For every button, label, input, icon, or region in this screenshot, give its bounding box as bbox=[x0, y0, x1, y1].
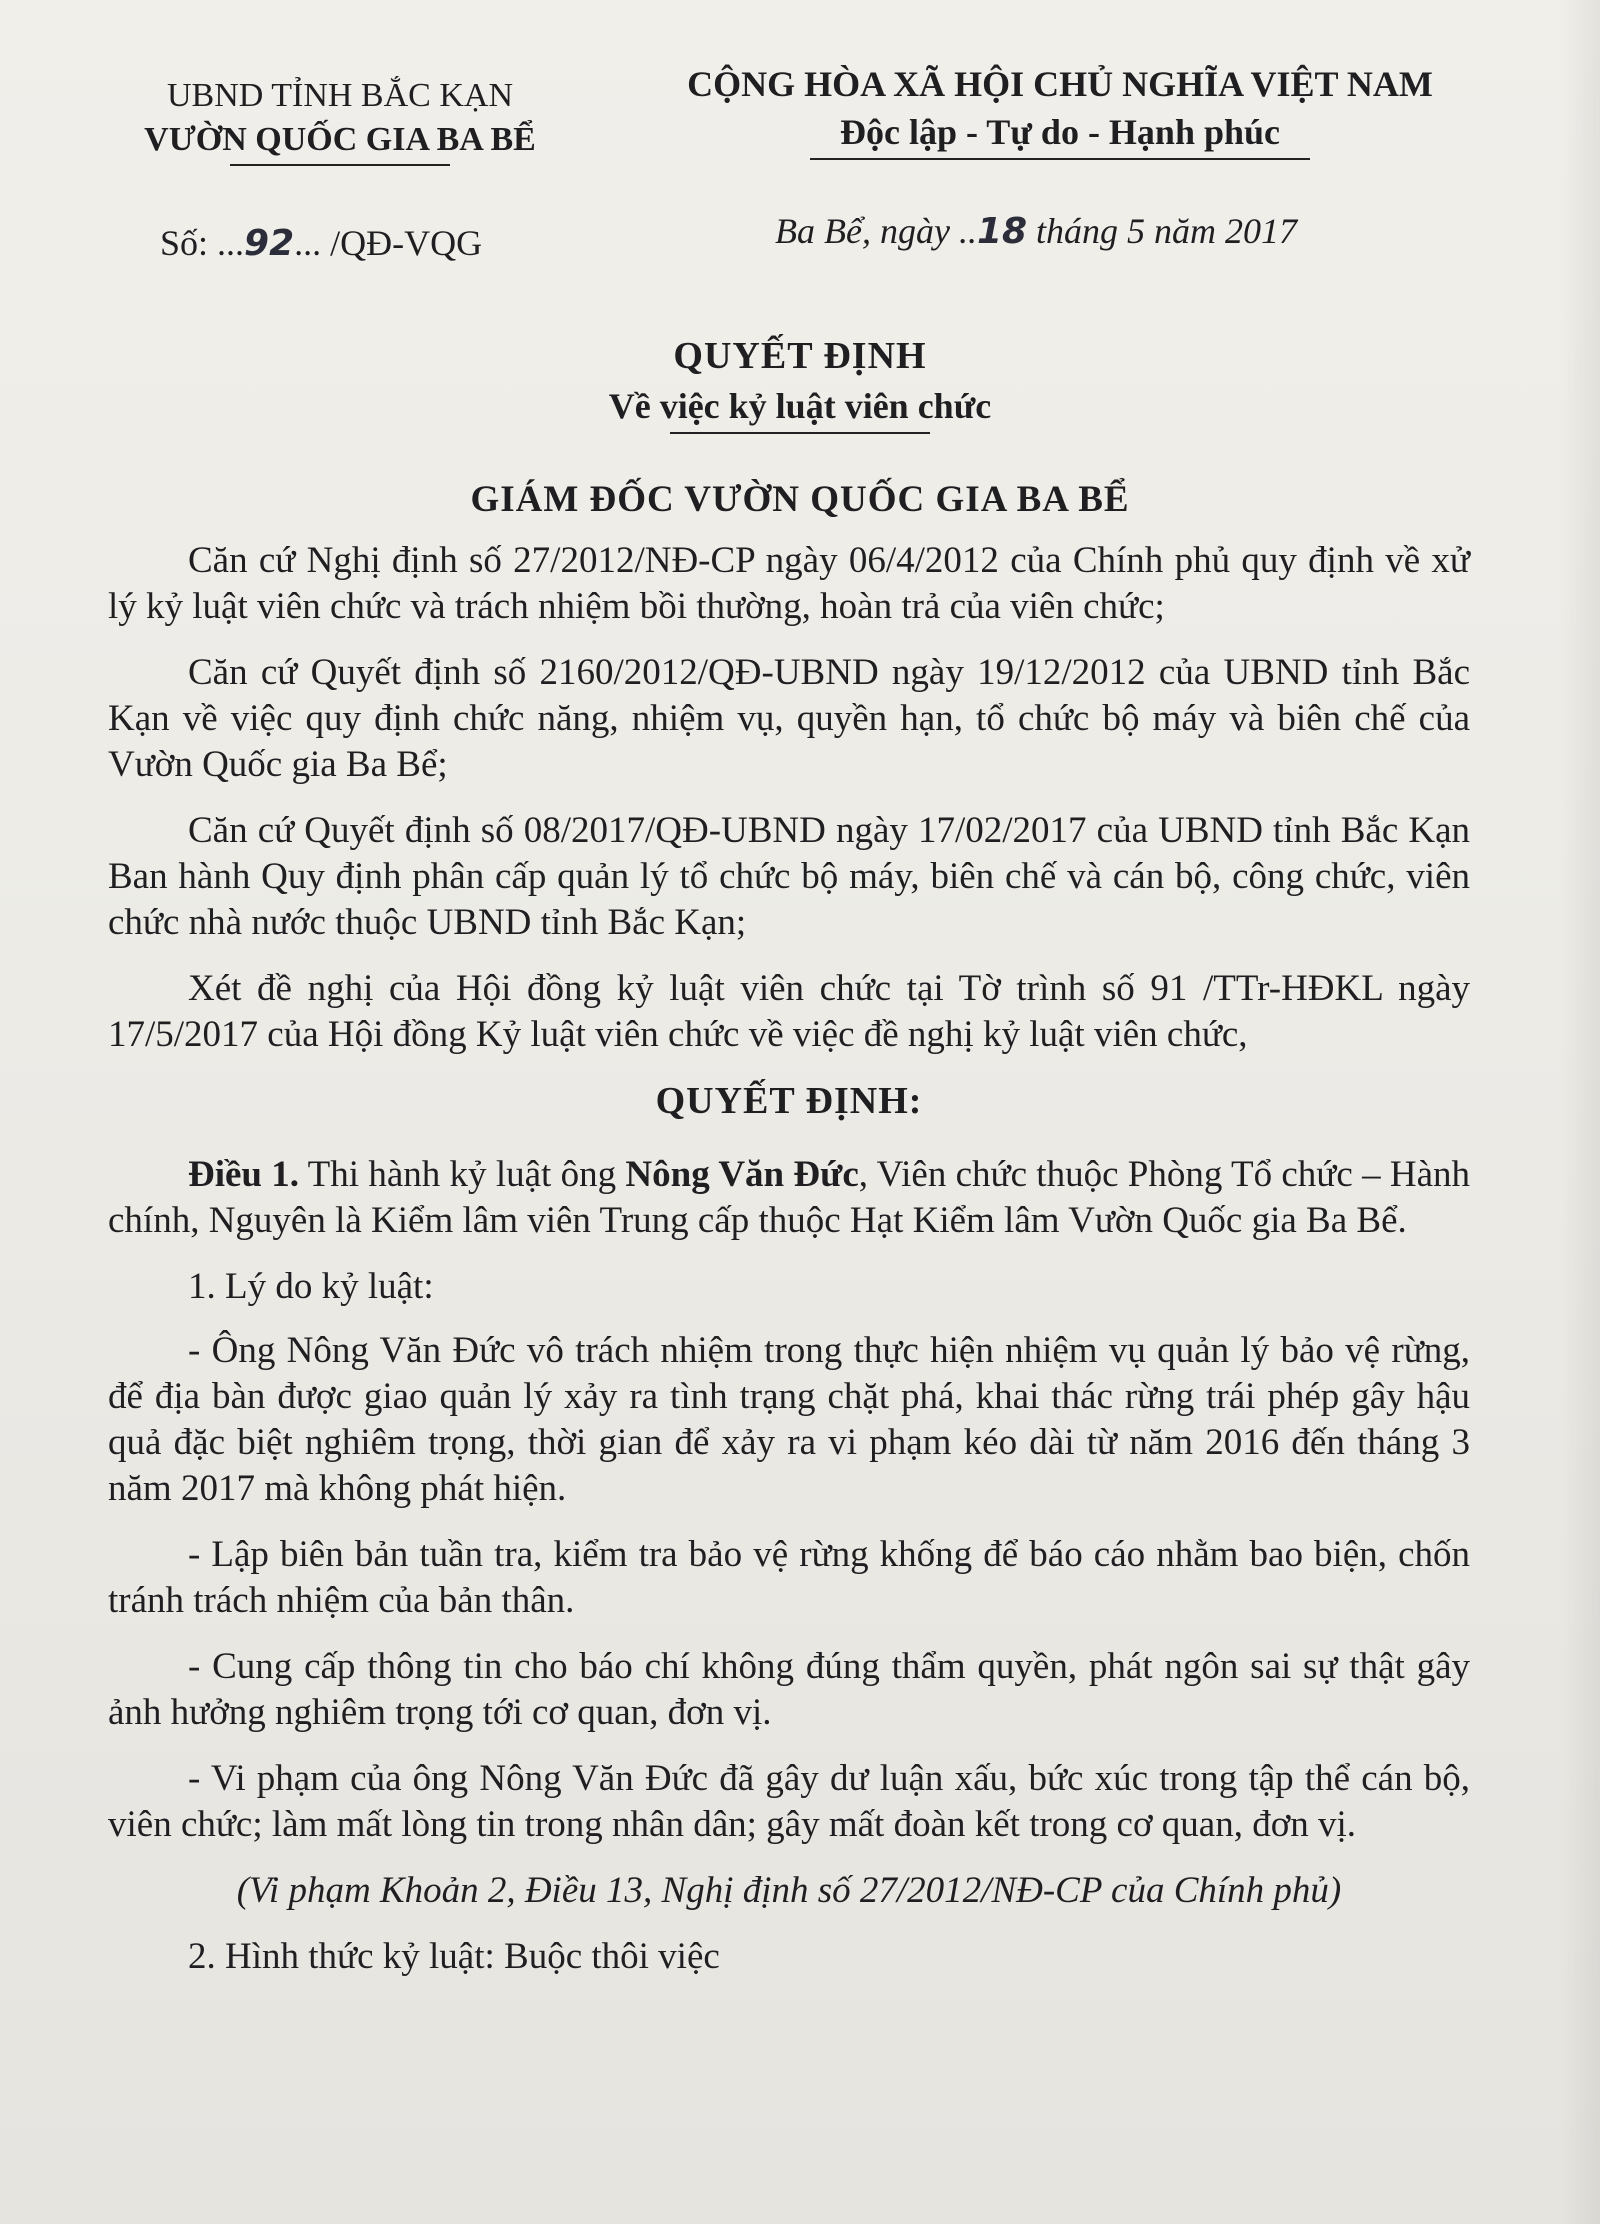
doc-number-prefix: Số: ... bbox=[160, 223, 245, 263]
org-underline bbox=[230, 164, 450, 166]
national-motto: Độc lập - Tự do - Hạnh phúc bbox=[839, 112, 1281, 152]
national-name: CỘNG HÒA XÃ HỘI CHỦ NGHĨA VIỆT NAM bbox=[687, 64, 1433, 104]
article-1-text-end: , Viên chức thuộc Phòng Tổ chức – Hành chính, Nguyên là Kiểm lâm viên Trung cấp thuộc Hạt Kiểm lâm Vườn Quốc gia Ba Bể. bbox=[108, 1154, 1471, 1241]
handwritten-day: 18 bbox=[976, 211, 1028, 252]
reason-item: - Cung cấp thông tin cho báo chí không đúng thẩm quyền, phát ngôn sai sự thật gây ảnh hưởng nghiêm trọng tới cơ quan, đơn vị. bbox=[108, 1646, 1470, 1733]
place-date-prefix: Ba Bể, ngày .. bbox=[775, 211, 977, 251]
article-1-label: Điều 1. bbox=[188, 1154, 300, 1195]
preamble-paragraph: Căn cứ Quyết định số 2160/2012/QĐ-UBND ngày 19/12/2012 của UBND tỉnh Bắc Kạn về việc quy định chức năng, nhiệm vụ, quyền hạn, tổ chức bộ máy và biên chế của Vườn Quốc gia Ba Bể; bbox=[108, 652, 1470, 785]
issuing-authority: GIÁM ĐỐC VƯỜN QUỐC GIA BA BỂ bbox=[470, 479, 1130, 520]
document-body bbox=[108, 538, 1470, 2000]
reason-item: - Vi phạm của ông Nông Văn Đức đã gây dư luận xấu, bức xúc trong tập thể cán bộ, viên chức; làm mất lòng tin trong nhân dân; gây mất đoàn kết trong cơ quan, đơn vị. bbox=[108, 1758, 1470, 1845]
place-date-suffix: tháng 5 năm 2017 bbox=[1027, 211, 1298, 251]
preamble-paragraph: Căn cứ Quyết định số 08/2017/QĐ-UBND ngày 17/02/2017 của UBND tỉnh Bắc Kạn Ban hành Quy định phân cấp quản lý tổ chức bộ máy, biên chế và cán bộ, công chức, viên chức nhà nước thuộc UBND tỉnh Bắc Kạn; bbox=[108, 810, 1470, 943]
preamble-paragraph: Xét đề nghị của Hội đồng kỷ luật viên chức tại Tờ trình số 91 /TTr-HĐKL ngày 17/5/2017 của Hội đồng Kỷ luật viên chức về việc đề nghị kỷ luật viên chức, bbox=[108, 968, 1470, 1055]
org-line-park: VƯỜN QUỐC GIA BA BỂ bbox=[144, 121, 536, 158]
document-subject: Về việc kỷ luật viên chức bbox=[608, 386, 992, 426]
subject-underline bbox=[670, 432, 930, 434]
penalty-line: 2. Hình thức kỷ luật: Buộc thôi việc bbox=[188, 1936, 720, 1977]
doc-number-suffix: ... /QĐ-VQG bbox=[294, 223, 483, 263]
org-line-province: UBND TỈNH BẮC KẠN bbox=[167, 77, 513, 114]
article-1-text-start: Thi hành kỷ luật ông bbox=[299, 1154, 626, 1195]
place-and-date bbox=[775, 210, 1297, 252]
motto-underline bbox=[810, 158, 1310, 160]
doc-number-handwritten: 92 bbox=[244, 223, 295, 264]
document-title-block bbox=[0, 330, 1600, 434]
reason-item: - Ông Nông Văn Đức vô trách nhiệm trong thực hiện nhiệm vụ quản lý bảo vệ rừng, để địa bàn được giao quản lý xảy ra tình trạng chặt phá, khai thác rừng trái phép gây hậu quả đặc biệt nghiêm trọng, thời gian để xảy ra vi phạm kéo dài từ năm 2016 đến tháng 3 năm 2017 mà không phát hiện. bbox=[108, 1330, 1470, 1509]
preamble-paragraph: Căn cứ Nghị định số 27/2012/NĐ-CP ngày 06/4/2012 của Chính phủ quy định về xử lý kỷ luật viên chức và trách nhiệm bồi thường, hoàn trả của viên chức; bbox=[108, 540, 1470, 627]
disciplined-person-name: Nông Văn Đức bbox=[625, 1154, 859, 1195]
reasons-heading: 1. Lý do kỷ luật: bbox=[188, 1266, 434, 1307]
legal-citation: (Vi phạm Khoản 2, Điều 13, Nghị định số 27/2012/NĐ-CP của Chính phủ) bbox=[236, 1870, 1342, 1911]
reason-item: - Lập biên bản tuần tra, kiểm tra bảo vệ rừng khống để báo cáo nhằm bao biện, chốn tránh trách nhiệm của bản thân. bbox=[108, 1534, 1470, 1621]
national-heading bbox=[630, 60, 1490, 160]
decision-heading: QUYẾT ĐỊNH: bbox=[655, 1080, 923, 1122]
document-title: QUYẾT ĐỊNH bbox=[673, 335, 927, 377]
issuing-organization bbox=[110, 74, 570, 166]
article-1 bbox=[108, 1152, 1470, 1244]
document-number bbox=[160, 222, 482, 264]
